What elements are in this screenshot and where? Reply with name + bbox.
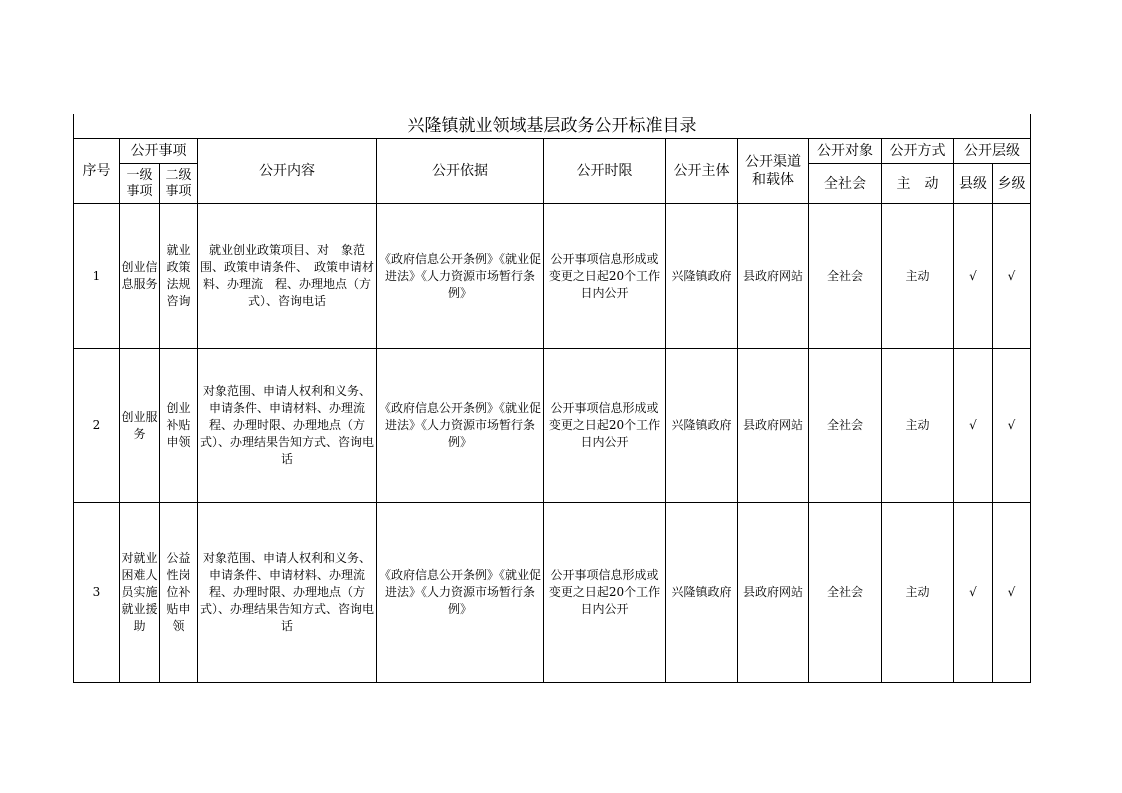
header-item-group: 公开事项 (120, 139, 198, 164)
row-basis: 《政府信息公开条例》《就业促进法》《人力资源市场暂行条例》 (377, 503, 544, 683)
row-seq: 1 (74, 204, 120, 349)
row-time-limit: 公开事项信息形成或变更之日起20个工作日内公开 (544, 503, 666, 683)
header-content: 公开内容 (198, 139, 377, 204)
table-row (74, 349, 1031, 503)
header-channel-line1: 公开渠道 (745, 154, 801, 170)
header-level-group: 公开层级 (954, 139, 1031, 164)
header-basis: 公开依据 (377, 139, 544, 204)
header-subject: 公开主体 (666, 139, 738, 204)
row-township: √ (993, 349, 1031, 503)
row-level2: 就业政策法规咨询 (160, 204, 198, 349)
header-method: 公开方式 (882, 139, 954, 164)
row-content: 对象范围、申请人权利和义务、申请条件、申请材料、办理流程、办理时限、办理地点（方式）、办理结果告知方式、咨询电话 (198, 349, 377, 503)
row-channel: 县政府网站 (738, 204, 809, 349)
table-row (74, 503, 1031, 683)
row-township: √ (993, 204, 1031, 349)
row-seq: 2 (74, 349, 120, 503)
header-audience-sub: 全社会 (809, 164, 882, 204)
header-level1-line2: 事项 (126, 183, 153, 199)
row-county: √ (954, 349, 993, 503)
header-level2 (160, 164, 198, 204)
table-title: 兴隆镇就业领域基层政务公开标准目录 (74, 114, 1031, 139)
row-level2: 公益性岗位补贴申领 (160, 503, 198, 683)
row-time-limit: 公开事项信息形成或变更之日起20个工作日内公开 (544, 349, 666, 503)
row-audience: 全社会 (809, 349, 882, 503)
row-audience: 全社会 (809, 503, 882, 683)
row-subject: 兴隆镇政府 (666, 503, 738, 683)
row-county: √ (954, 204, 993, 349)
header-channel-line2: 和载体 (752, 172, 794, 188)
header-method-sub: 主 动 (882, 164, 954, 204)
row-content: 就业创业政策项目、对 象范围、政策申请条件、 政策申请材料、办理流 程、办理地点（方式）、咨询电话 (198, 204, 377, 349)
header-level1-line1: 一级 (126, 167, 153, 183)
row-county: √ (954, 503, 993, 683)
header-time-limit: 公开时限 (544, 139, 666, 204)
catalog-table (73, 114, 1031, 683)
header-channel (738, 139, 809, 204)
row-level1: 对就业困难人员实施就业援助 (120, 503, 160, 683)
header-county: 县级 (954, 164, 993, 204)
header-audience: 公开对象 (809, 139, 882, 164)
row-basis: 《政府信息公开条例》《就业促进法》《人力资源市场暂行条例》 (377, 204, 544, 349)
catalog-sheet (73, 114, 1031, 683)
row-basis: 《政府信息公开条例》《就业促进法》《人力资源市场暂行条例》 (377, 349, 544, 503)
row-method: 主动 (882, 503, 954, 683)
row-seq: 3 (74, 503, 120, 683)
row-time-limit: 公开事项信息形成或变更之日起20个工作日内公开 (544, 204, 666, 349)
header-level2-line2: 事项 (165, 183, 192, 199)
row-method: 主动 (882, 349, 954, 503)
row-method: 主动 (882, 204, 954, 349)
row-content: 对象范围、申请人权利和义务、申请条件、申请材料、办理流程、办理时限、办理地点（方式）、办理结果告知方式、咨询电话 (198, 503, 377, 683)
row-subject: 兴隆镇政府 (666, 349, 738, 503)
row-audience: 全社会 (809, 204, 882, 349)
header-level2-line1: 二级 (165, 167, 192, 183)
row-level1: 创业服务 (120, 349, 160, 503)
row-level2: 创业补贴申领 (160, 349, 198, 503)
row-township: √ (993, 503, 1031, 683)
row-channel: 县政府网站 (738, 503, 809, 683)
row-channel: 县政府网站 (738, 349, 809, 503)
row-level1: 创业信息服务 (120, 204, 160, 349)
row-subject: 兴隆镇政府 (666, 204, 738, 349)
header-seq: 序号 (74, 139, 120, 204)
table-row (74, 204, 1031, 349)
header-township: 乡级 (993, 164, 1031, 204)
header-level1 (120, 164, 160, 204)
